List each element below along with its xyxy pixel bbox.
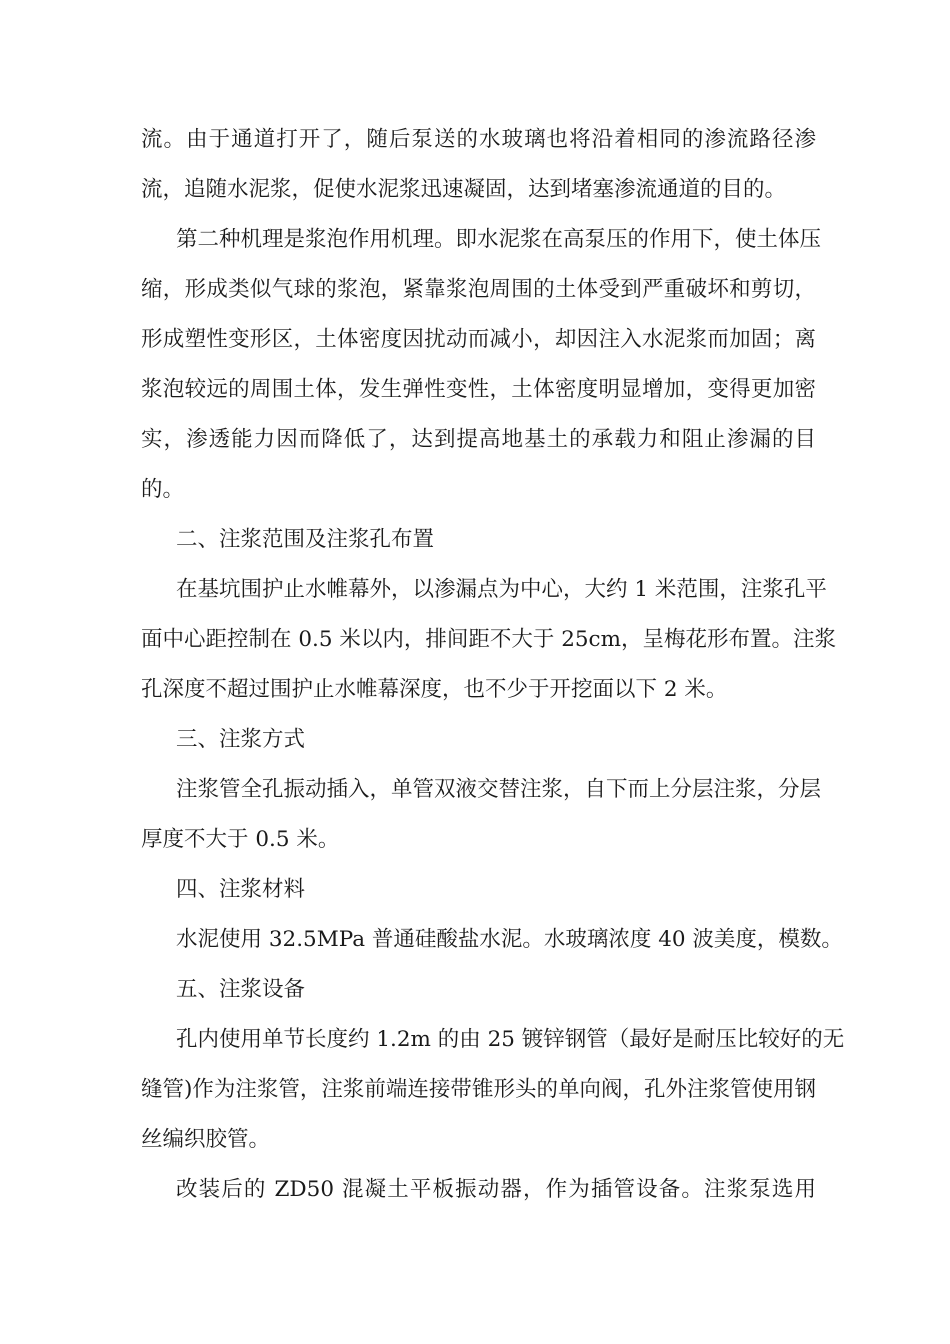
paragraph-line-8: 的。 bbox=[141, 477, 185, 502]
section-heading-3: 三、注浆方式 bbox=[176, 727, 306, 752]
section-5-line-4: 改装后的 ZD50 混凝土平板振动器，作为插管设备。注浆泵选用 bbox=[176, 1177, 816, 1202]
body-line-2: 流，追随水泥浆，促使水泥浆迅速凝固，达到堵塞渗流通道的目的。 bbox=[141, 177, 787, 202]
paragraph-line-3: 第二种机理是浆泡作用机理。即水泥浆在高泵压的作用下，使土体压 bbox=[176, 227, 822, 252]
section-heading-5: 五、注浆设备 bbox=[176, 977, 306, 1002]
body-line-1: 流。由于通道打开了，随后泵送的水玻璃也将沿着相同的渗流路径渗 bbox=[141, 127, 816, 152]
section-5-line-3: 丝编织胶管。 bbox=[141, 1127, 271, 1152]
section-2-line-1: 在基坑围护止水帷幕外，以渗漏点为中心，大约 1 米范围，注浆孔平 bbox=[176, 577, 827, 602]
section-heading-2: 二、注浆范围及注浆孔布置 bbox=[176, 527, 435, 552]
paragraph-line-7: 实，渗透能力因而降低了，达到提高地基土的承载力和阻止渗漏的目 bbox=[141, 427, 816, 452]
section-3-line-2: 厚度不大于 0.5 米。 bbox=[141, 827, 340, 852]
section-heading-4: 四、注浆材料 bbox=[176, 877, 306, 902]
section-5-line-1: 孔内使用单节长度约 1.2m 的由 25 镀锌钢管（最好是耐压比较好的无 bbox=[176, 1027, 845, 1052]
section-4-line-1: 水泥使用 32.5MPa 普通硅酸盐水泥。水玻璃浓度 40 波美度，模数。 bbox=[176, 927, 843, 952]
section-2-line-3: 孔深度不超过围护止水帷幕深度，也不少于开挖面以下 2 米。 bbox=[141, 677, 728, 702]
paragraph-line-5: 形成塑性变形区，土体密度因扰动而减小，却因注入水泥浆而加固；离 bbox=[141, 327, 816, 352]
paragraph-line-6: 浆泡较远的周围土体，发生弹性变性，土体密度明显增加，变得更加密 bbox=[141, 377, 816, 402]
section-2-line-2: 面中心距控制在 0.5 米以内，排间距不大于 25cm，呈梅花形布置。注浆 bbox=[141, 627, 836, 652]
section-3-line-1: 注浆管全孔振动插入，单管双液交替注浆，自下而上分层注浆，分层 bbox=[176, 777, 822, 802]
section-5-line-2: 缝管)作为注浆管，注浆前端连接带锥形头的单向阀，孔外注浆管使用钢 bbox=[141, 1077, 816, 1102]
paragraph-line-4: 缩，形成类似气球的浆泡，紧靠浆泡周围的土体受到严重破坏和剪切， bbox=[141, 277, 816, 302]
